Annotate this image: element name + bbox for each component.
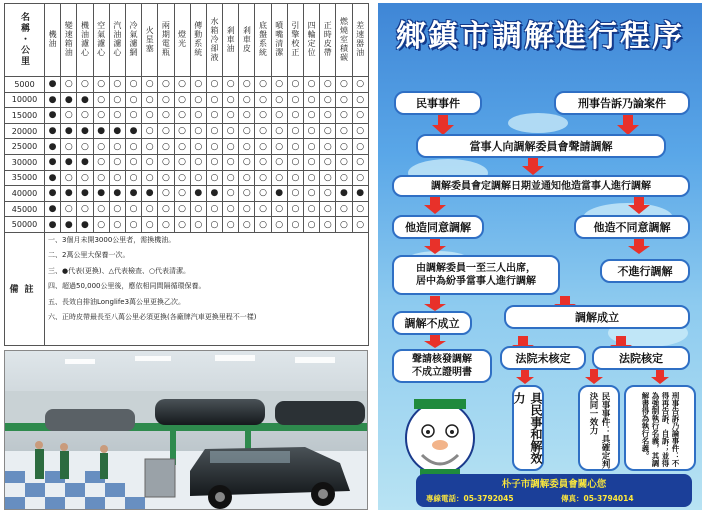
table-cell: ● bbox=[206, 186, 222, 202]
note-line: 二、2萬公里大保養一次。 bbox=[48, 251, 130, 260]
table-cell: ● bbox=[352, 186, 368, 202]
table-cell: ● bbox=[45, 154, 61, 170]
table-cell: ○ bbox=[223, 186, 239, 202]
node-civil-case: 民事事件 bbox=[394, 91, 482, 115]
table-cell: ○ bbox=[352, 123, 368, 139]
table-cell: ○ bbox=[61, 77, 77, 93]
table-cell: ● bbox=[45, 139, 61, 155]
table-cell: ○ bbox=[158, 92, 174, 108]
table-cell: ○ bbox=[287, 186, 303, 202]
table-cell: ○ bbox=[174, 201, 190, 217]
notes-cell bbox=[45, 232, 369, 345]
certificate-line1: 聲請核發調解 bbox=[412, 354, 472, 365]
table-cell: ○ bbox=[61, 201, 77, 217]
table-cell: ○ bbox=[304, 108, 320, 124]
table-cell: ○ bbox=[352, 77, 368, 93]
column-header: 燃燒室積碳 bbox=[336, 4, 352, 77]
table-cell: ○ bbox=[158, 139, 174, 155]
table-cell: ● bbox=[61, 92, 77, 108]
table-cell: ○ bbox=[142, 201, 158, 217]
table-cell: ○ bbox=[190, 217, 206, 233]
column-header: 火星塞 bbox=[142, 4, 158, 77]
garage-photo bbox=[4, 350, 368, 510]
table-cell: ○ bbox=[61, 139, 77, 155]
km-cell: 5000 bbox=[5, 77, 45, 93]
table-cell: ○ bbox=[158, 186, 174, 202]
table-cell: ● bbox=[77, 186, 93, 202]
table-cell: ○ bbox=[142, 77, 158, 93]
tool-cabinet bbox=[145, 459, 175, 497]
table-cell: ○ bbox=[77, 108, 93, 124]
table-cell: ○ bbox=[352, 217, 368, 233]
column-header: 空氣濾心 bbox=[93, 4, 109, 77]
table-cell: ○ bbox=[93, 139, 109, 155]
table-cell: ○ bbox=[142, 170, 158, 186]
table-row bbox=[5, 92, 369, 108]
table-cell: ○ bbox=[304, 92, 320, 108]
table-cell: ○ bbox=[304, 123, 320, 139]
poster-title: 鄉鎮市調解進行程序 bbox=[396, 19, 684, 54]
node-other-party-agrees: 他造同意調解 bbox=[392, 215, 484, 239]
column-header: 機油 bbox=[45, 4, 61, 77]
column-header: 水箱冷卻液 bbox=[206, 4, 222, 77]
table-cell: ○ bbox=[239, 201, 255, 217]
table-cell: ○ bbox=[158, 217, 174, 233]
table-cell: ○ bbox=[287, 123, 303, 139]
node-schedule-mediation: 調解委員會定調解日期並通知他造當事人進行調解 bbox=[392, 175, 690, 197]
node-court-approved: 法院核定 bbox=[592, 346, 690, 370]
table-cell: ○ bbox=[320, 108, 336, 124]
table-cell: ○ bbox=[255, 170, 271, 186]
table-cell: ○ bbox=[320, 77, 336, 93]
table-cell: ○ bbox=[77, 139, 93, 155]
node-criminal-case: 刑事告訴乃論案件 bbox=[554, 91, 690, 115]
table-cell: ○ bbox=[271, 108, 287, 124]
note-line: 一、3個月未開3000公里者，需換機油。 bbox=[48, 235, 176, 244]
note-line: 六、正時皮帶最長至八萬公里必須更換(各廠牌汽車更換里程不一樣) bbox=[48, 312, 257, 321]
maintenance-schedule-table bbox=[4, 3, 369, 346]
table-row bbox=[5, 201, 369, 217]
table-cell: ○ bbox=[206, 77, 222, 93]
table-cell: ○ bbox=[255, 217, 271, 233]
table-cell: ○ bbox=[271, 77, 287, 93]
table-body bbox=[5, 77, 369, 233]
table-row bbox=[5, 139, 369, 155]
table-cell: ● bbox=[61, 154, 77, 170]
table-cell: ○ bbox=[109, 217, 125, 233]
table-row bbox=[5, 123, 369, 139]
table-cell: ● bbox=[45, 201, 61, 217]
table-cell: ○ bbox=[77, 170, 93, 186]
node-court-not-approved: 法院未核定 bbox=[500, 346, 586, 370]
column-header: 底盤系統 bbox=[255, 4, 271, 77]
km-cell: 50000 bbox=[5, 217, 45, 233]
table-cell: ○ bbox=[223, 77, 239, 93]
table-cell: ○ bbox=[352, 201, 368, 217]
node-failure-certificate bbox=[392, 349, 492, 383]
table-cell: ○ bbox=[174, 108, 190, 124]
footer-phone: 專線電話：05-3792045 bbox=[426, 494, 514, 503]
table-cell: ○ bbox=[336, 201, 352, 217]
note-line: 四、超過50,000公里後，應依相同間隔循環保養。 bbox=[48, 282, 206, 291]
table-cell: ○ bbox=[158, 154, 174, 170]
mediation-session-line2: 居中為紛爭當事人進行調解 bbox=[416, 276, 536, 287]
table-cell: ○ bbox=[223, 92, 239, 108]
table-cell: ○ bbox=[125, 139, 141, 155]
table-cell: ○ bbox=[206, 201, 222, 217]
table-row bbox=[5, 154, 369, 170]
table-row bbox=[5, 77, 369, 93]
table-cell: ○ bbox=[239, 92, 255, 108]
km-cell: 10000 bbox=[5, 92, 45, 108]
mediation-session-line1: 由調解委員一至三人出席， bbox=[416, 263, 536, 274]
table-cell: ● bbox=[190, 186, 206, 202]
table-cell: ○ bbox=[223, 201, 239, 217]
km-cell: 45000 bbox=[5, 201, 45, 217]
table-cell: ○ bbox=[93, 201, 109, 217]
table-cell: ○ bbox=[320, 201, 336, 217]
table-cell: ● bbox=[336, 186, 352, 202]
table-cell: ○ bbox=[320, 92, 336, 108]
table-cell: ○ bbox=[336, 92, 352, 108]
table-cell: ○ bbox=[336, 154, 352, 170]
table-cell: ○ bbox=[109, 92, 125, 108]
table-row bbox=[5, 186, 369, 202]
column-header: 機油濾心 bbox=[77, 4, 93, 77]
table-cell: ● bbox=[45, 77, 61, 93]
column-header: 正時皮帶 bbox=[320, 4, 336, 77]
table-cell: ○ bbox=[206, 123, 222, 139]
table-cell: ○ bbox=[304, 217, 320, 233]
table-cell: ○ bbox=[93, 77, 109, 93]
km-cell: 25000 bbox=[5, 139, 45, 155]
table-cell: ○ bbox=[174, 123, 190, 139]
table-cell: ○ bbox=[255, 154, 271, 170]
table-cell: ○ bbox=[223, 108, 239, 124]
table-cell: ○ bbox=[142, 217, 158, 233]
table-cell: ○ bbox=[223, 170, 239, 186]
certificate-line2: 不成立證明書 bbox=[412, 367, 472, 378]
table-cell: ○ bbox=[158, 123, 174, 139]
km-cell: 35000 bbox=[5, 170, 45, 186]
table-cell: ○ bbox=[223, 217, 239, 233]
table-cell: ● bbox=[45, 123, 61, 139]
table-cell: ○ bbox=[190, 201, 206, 217]
table-cell: ○ bbox=[336, 217, 352, 233]
table-cell: ● bbox=[93, 186, 109, 202]
table-cell: ○ bbox=[320, 186, 336, 202]
table-cell: ● bbox=[125, 186, 141, 202]
table-cell: ○ bbox=[206, 217, 222, 233]
table-cell: ○ bbox=[158, 77, 174, 93]
node-no-mediation: 不進行調解 bbox=[600, 259, 690, 283]
table-cell: ○ bbox=[304, 186, 320, 202]
table-cell: ● bbox=[109, 186, 125, 202]
table-cell: ○ bbox=[287, 108, 303, 124]
poster-footer bbox=[416, 474, 692, 507]
maintenance-table-panel bbox=[4, 3, 368, 345]
table-cell: ● bbox=[61, 186, 77, 202]
km-column-header: 名稱・公里 bbox=[5, 4, 45, 77]
table-cell: ○ bbox=[190, 154, 206, 170]
table-cell: ○ bbox=[206, 92, 222, 108]
table-cell: ○ bbox=[304, 154, 320, 170]
table-cell: ● bbox=[45, 92, 61, 108]
table-cell: ○ bbox=[271, 170, 287, 186]
table-cell: ○ bbox=[271, 139, 287, 155]
table-cell: ○ bbox=[93, 154, 109, 170]
table-cell: ○ bbox=[93, 108, 109, 124]
table-cell: ○ bbox=[255, 92, 271, 108]
table-cell: ○ bbox=[158, 201, 174, 217]
table-cell: ○ bbox=[158, 108, 174, 124]
table-cell: ○ bbox=[206, 139, 222, 155]
table-cell: ○ bbox=[352, 139, 368, 155]
table-cell: ○ bbox=[109, 139, 125, 155]
table-cell: ○ bbox=[223, 154, 239, 170]
table-cell: ○ bbox=[174, 139, 190, 155]
node-mediation-session bbox=[392, 255, 560, 295]
table-cell: ○ bbox=[125, 92, 141, 108]
table-cell: ○ bbox=[125, 217, 141, 233]
table-cell: ○ bbox=[239, 139, 255, 155]
table-cell: ○ bbox=[206, 154, 222, 170]
table-cell: ○ bbox=[287, 170, 303, 186]
table-cell: ○ bbox=[271, 123, 287, 139]
table-cell: ○ bbox=[206, 108, 222, 124]
table-cell: ○ bbox=[174, 154, 190, 170]
node-mediation-success: 調解成立 bbox=[504, 305, 690, 329]
table-cell: ○ bbox=[304, 77, 320, 93]
table-cell: ○ bbox=[304, 201, 320, 217]
table-cell: ○ bbox=[190, 108, 206, 124]
note-line: 五、長效自排油Longlife3萬公里更換乙次。 bbox=[48, 297, 186, 306]
table-cell: ○ bbox=[239, 108, 255, 124]
table-cell: ● bbox=[271, 186, 287, 202]
table-cell: ○ bbox=[255, 201, 271, 217]
column-header: 四輪定位 bbox=[304, 4, 320, 77]
table-cell: ○ bbox=[255, 186, 271, 202]
table-cell: ○ bbox=[352, 92, 368, 108]
table-cell: ○ bbox=[352, 154, 368, 170]
table-cell: ● bbox=[77, 123, 93, 139]
table-cell: ● bbox=[142, 186, 158, 202]
table-cell: ○ bbox=[109, 77, 125, 93]
table-cell: ○ bbox=[336, 108, 352, 124]
table-cell: ○ bbox=[190, 123, 206, 139]
column-header: 傳動系統 bbox=[190, 4, 206, 77]
table-cell: ○ bbox=[271, 201, 287, 217]
column-header: 剎車油 bbox=[223, 4, 239, 77]
table-cell: ○ bbox=[239, 217, 255, 233]
table-cell: ● bbox=[77, 92, 93, 108]
table-cell: ● bbox=[45, 108, 61, 124]
table-cell: ○ bbox=[190, 92, 206, 108]
notes-label: 備註 bbox=[5, 232, 45, 345]
mediation-procedure-poster bbox=[378, 3, 702, 510]
garage-illustration bbox=[5, 351, 368, 510]
table-cell: ○ bbox=[239, 77, 255, 93]
table-cell: ○ bbox=[287, 77, 303, 93]
column-header: 差速器油 bbox=[352, 4, 368, 77]
column-header: 燈光 bbox=[174, 4, 190, 77]
table-cell: ○ bbox=[109, 170, 125, 186]
km-cell: 40000 bbox=[5, 186, 45, 202]
table-cell: ● bbox=[109, 123, 125, 139]
node-civil-settlement-effect: 具民事和解效力 bbox=[512, 385, 544, 471]
table-cell: ○ bbox=[223, 123, 239, 139]
table-cell: ○ bbox=[352, 108, 368, 124]
table-cell: ○ bbox=[142, 92, 158, 108]
table-cell: ○ bbox=[255, 77, 271, 93]
column-header: 變速箱油 bbox=[61, 4, 77, 77]
table-cell: ● bbox=[45, 186, 61, 202]
table-cell: ● bbox=[93, 123, 109, 139]
table-cell: ○ bbox=[125, 170, 141, 186]
column-header: 引擎校正 bbox=[287, 4, 303, 77]
table-cell: ○ bbox=[255, 108, 271, 124]
table-cell: ○ bbox=[239, 154, 255, 170]
table-cell: ○ bbox=[174, 77, 190, 93]
km-cell: 30000 bbox=[5, 154, 45, 170]
table-cell: ● bbox=[45, 217, 61, 233]
table-cell: ○ bbox=[77, 201, 93, 217]
table-cell: ● bbox=[61, 217, 77, 233]
table-cell: ○ bbox=[255, 123, 271, 139]
table-cell: ○ bbox=[271, 92, 287, 108]
table-cell: ○ bbox=[287, 139, 303, 155]
table-cell: ○ bbox=[158, 170, 174, 186]
table-cell: ○ bbox=[206, 170, 222, 186]
node-other-party-disagrees: 他造不同意調解 bbox=[574, 215, 690, 239]
km-cell: 20000 bbox=[5, 123, 45, 139]
table-cell: ○ bbox=[93, 217, 109, 233]
table-cell: ○ bbox=[142, 154, 158, 170]
table-cell: ○ bbox=[125, 77, 141, 93]
table-cell: ○ bbox=[223, 139, 239, 155]
table-cell: ○ bbox=[125, 154, 141, 170]
mascot-judge-icon bbox=[406, 399, 474, 477]
km-cell: 15000 bbox=[5, 108, 45, 124]
table-cell: ○ bbox=[109, 154, 125, 170]
table-cell: ○ bbox=[142, 108, 158, 124]
table-row bbox=[5, 170, 369, 186]
table-cell: ○ bbox=[304, 139, 320, 155]
table-cell: ○ bbox=[239, 123, 255, 139]
table-cell: ○ bbox=[142, 123, 158, 139]
node-apply-mediation: 當事人向調解委員會聲請調解 bbox=[416, 134, 666, 158]
table-cell: ○ bbox=[352, 170, 368, 186]
table-header-row bbox=[5, 4, 369, 77]
table-cell: ○ bbox=[271, 154, 287, 170]
table-cell: ○ bbox=[239, 186, 255, 202]
table-cell: ○ bbox=[336, 77, 352, 93]
table-cell: ○ bbox=[336, 139, 352, 155]
table-cell: ○ bbox=[190, 170, 206, 186]
table-cell: ○ bbox=[93, 92, 109, 108]
table-cell: ○ bbox=[125, 108, 141, 124]
column-header: 汽油濾心 bbox=[109, 4, 125, 77]
footer-organization: 朴子市調解委員會關心您 bbox=[501, 479, 607, 490]
column-header: 噴嘴清潔 bbox=[271, 4, 287, 77]
table-cell: ○ bbox=[190, 139, 206, 155]
table-cell: ○ bbox=[174, 217, 190, 233]
table-cell: ○ bbox=[287, 217, 303, 233]
table-cell: ○ bbox=[239, 170, 255, 186]
column-header: 兩期電瓶 bbox=[158, 4, 174, 77]
table-cell: ○ bbox=[61, 170, 77, 186]
table-cell: ○ bbox=[109, 201, 125, 217]
footer-fax: 傳真：05-3794014 bbox=[561, 494, 634, 503]
table-cell: ○ bbox=[336, 170, 352, 186]
table-cell: ○ bbox=[336, 123, 352, 139]
table-cell: ○ bbox=[142, 139, 158, 155]
column-header: 剎車皮 bbox=[239, 4, 255, 77]
node-criminal-effect: 刑事告訴乃論事件：不得再告訴、自訴；並得為強制執行名義，其調解書得為執行名義。 bbox=[624, 385, 696, 471]
table-cell: ○ bbox=[287, 92, 303, 108]
table-cell: ○ bbox=[304, 170, 320, 186]
table-cell: ○ bbox=[287, 154, 303, 170]
node-civil-final-judgment: 民事事件：具確定判決同一效力 bbox=[578, 385, 620, 471]
table-cell: ○ bbox=[320, 170, 336, 186]
table-cell: ○ bbox=[174, 92, 190, 108]
table-cell: ○ bbox=[109, 108, 125, 124]
table-cell: ○ bbox=[320, 154, 336, 170]
table-cell: ● bbox=[125, 123, 141, 139]
note-line: 三、●代表(更換)、△代表檢查、○代表清潔。 bbox=[48, 266, 191, 275]
table-cell: ○ bbox=[271, 217, 287, 233]
table-cell: ○ bbox=[174, 186, 190, 202]
column-header: 冷氣濾網 bbox=[125, 4, 141, 77]
table-cell: ○ bbox=[61, 108, 77, 124]
table-cell: ○ bbox=[77, 77, 93, 93]
notes-row bbox=[5, 232, 369, 345]
table-cell: ○ bbox=[320, 139, 336, 155]
table-cell: ○ bbox=[190, 77, 206, 93]
table-cell: ● bbox=[45, 170, 61, 186]
table-cell: ● bbox=[61, 123, 77, 139]
table-cell: ● bbox=[77, 217, 93, 233]
table-cell: ○ bbox=[174, 170, 190, 186]
table-cell: ○ bbox=[255, 139, 271, 155]
table-row bbox=[5, 217, 369, 233]
table-cell: ○ bbox=[93, 170, 109, 186]
table-cell: ○ bbox=[287, 201, 303, 217]
node-mediation-failed: 調解不成立 bbox=[392, 311, 472, 335]
table-cell: ○ bbox=[320, 123, 336, 139]
table-row bbox=[5, 108, 369, 124]
table-cell: ○ bbox=[320, 217, 336, 233]
table-cell: ● bbox=[77, 154, 93, 170]
table-cell: ○ bbox=[125, 201, 141, 217]
